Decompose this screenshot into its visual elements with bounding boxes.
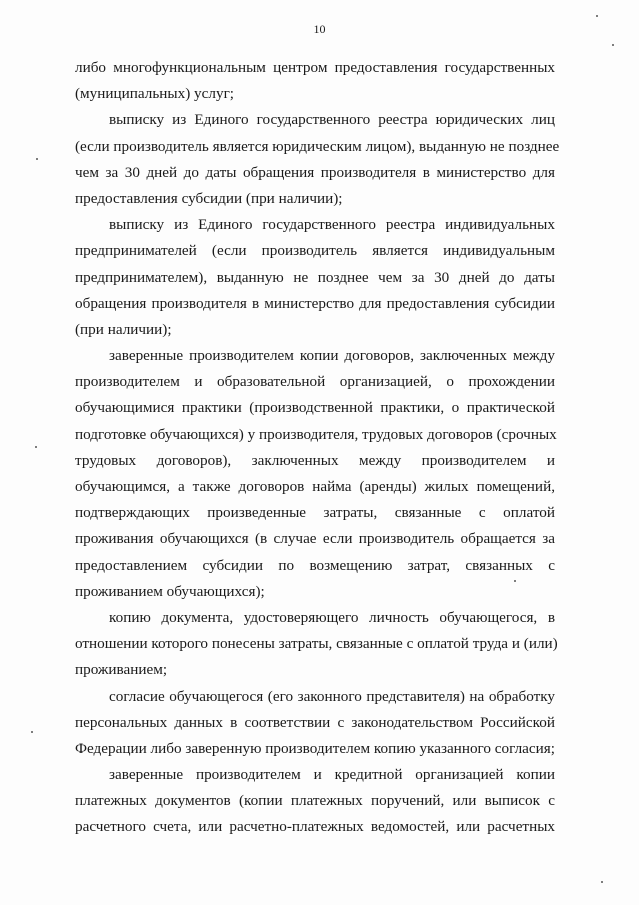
paragraph	[75, 762, 555, 841]
text-line: предоставления субсидии (при наличии);	[75, 189, 343, 207]
scan-speck	[612, 44, 614, 46]
scan-speck	[36, 158, 38, 160]
text-line: проживанием;	[75, 661, 168, 679]
text-line: подготовке обучающихся) у производителя, трудовых договоров (срочных	[75, 425, 557, 443]
text-line: согласие обучающегося (его законного представителя) на обработку	[109, 687, 555, 705]
text-line: (при наличии);	[75, 320, 172, 338]
text-line: Федерации либо заверенную производителем копию указанного согласия;	[75, 739, 555, 757]
text-line: заверенные производителем копии договоров, заключенных между	[109, 347, 555, 365]
text-line: предпринимателей (если производитель является индивидуальным	[75, 242, 555, 260]
text-line: предоставлением субсидии по возмещению затрат, связанных с	[75, 556, 555, 574]
scan-speck	[601, 881, 603, 883]
text-line: обучающимся, а также договоров найма (аренды) жилых помещений,	[75, 478, 555, 495]
paragraph	[75, 55, 555, 107]
scan-speck	[31, 731, 33, 733]
text-line: чем за 30 дней до даты обращения производителя в министерство для	[75, 163, 555, 181]
text-line: предпринимателем), выданную не позднее чем за 30 дней до даты	[75, 268, 555, 286]
text-line: трудовых договоров), заключенных между производителем и	[75, 451, 555, 469]
text-line: обучающимися практики (производственной практики, о практической	[75, 399, 555, 417]
paragraph	[75, 343, 555, 605]
text-line: персональных данных в соответствии с законодательством Российской	[75, 713, 555, 731]
paragraph	[75, 684, 555, 763]
paragraph	[75, 212, 555, 343]
text-line: заверенные производителем и кредитной организацией копии	[109, 766, 555, 784]
text-line: подтверждающих произведенные затраты, связанные с оплатой	[75, 504, 555, 522]
page-number: 10	[313, 22, 326, 36]
text-line: (муниципальных) услуг;	[75, 85, 235, 103]
text-line: расчетного счета, или расчетно-платежных ведомостей, или расчетных	[75, 818, 555, 836]
text-line: копию документа, удостоверяющего личность обучающегося, в	[109, 608, 555, 626]
scan-speck	[35, 446, 37, 448]
text-line: производителем и образовательной организацией, о прохождении	[75, 373, 555, 391]
text-line: либо многофункциональным центром предоставления государственных	[75, 59, 555, 76]
paragraph	[75, 107, 560, 212]
text-line: проживания обучающихся (в случае если производитель обращается за	[75, 530, 555, 548]
scan-speck	[514, 580, 516, 582]
text-line: проживанием обучающихся);	[75, 582, 265, 600]
document-body	[75, 55, 560, 841]
text-line: выписку из Единого государственного реестра индивидуальных	[109, 216, 555, 234]
text-line: отношении которого понесены затраты, связанные с оплатой труда и (или)	[75, 635, 558, 653]
text-line: (если производитель является юридическим лицом), выданную не позднее	[75, 137, 560, 155]
text-line: платежных документов (копии платежных поручений, или выписок с	[75, 792, 555, 810]
text-line: выписку из Единого государственного реестра юридических лиц	[109, 111, 555, 129]
scan-speck	[596, 15, 598, 17]
paragraph	[75, 605, 558, 684]
text-line: обращения производителя в министерство для предоставления субсидии	[75, 294, 555, 312]
